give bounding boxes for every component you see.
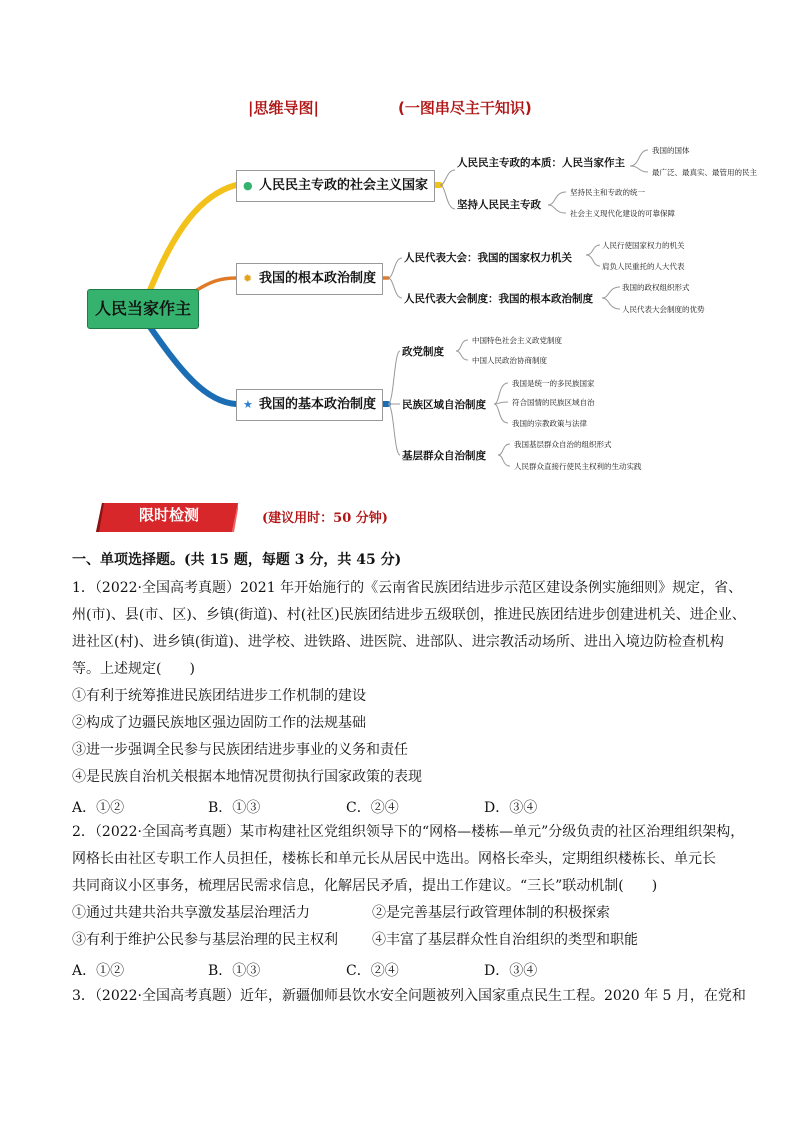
statement-line: ②构成了边疆民族地区强边固防工作的法规基础 bbox=[72, 715, 366, 731]
mindmap-node: 民族区域自治制度 bbox=[402, 399, 486, 411]
option-b[interactable]: B．①③ bbox=[208, 800, 261, 816]
option-b[interactable]: B．①③ bbox=[208, 963, 261, 979]
mindmap-node: 人民代表大会：我国的国家权力机关 bbox=[404, 252, 572, 264]
section-title: 一、单项选择题。(共 15 题，每题 3 分，共 45 分) bbox=[72, 552, 402, 568]
question-line: 2．（2022·全国高考真题）某市构建社区党组织领导下的“网格—楼栋—单元”分级负责的社区治理组织架构， bbox=[72, 824, 745, 840]
option-d[interactable]: D．③④ bbox=[484, 963, 538, 979]
question-line: 州(市)、县(市、区)、乡镇(街道)、村(社区)民族团结进步五级联创，推进民族团结进步创建进机关、进企业、 bbox=[72, 607, 746, 623]
orange-gear-icon: ✹ bbox=[243, 272, 253, 285]
statement-line: ④丰富了基层群众性自治组织的类型和职能 bbox=[372, 932, 638, 948]
statement-line: ②是完善基层行政管理体制的积极探索 bbox=[372, 905, 610, 921]
statement-line: ①通过共建共治共享激发基层治理活力 bbox=[72, 905, 310, 921]
branch-socialist-state: ● 人民民主专政的社会主义国家 bbox=[236, 170, 435, 202]
question-line: 进社区(村)、进乡镇(街道)、进学校、进铁路、进医院、进部队、进宗教活动场所、进出入境边防检查机构 bbox=[72, 634, 724, 650]
test-badge-label: 限时检测 bbox=[138, 506, 199, 524]
mindmap-heading: |思维导图| bbox=[248, 99, 319, 117]
option-a[interactable]: A．①② bbox=[72, 963, 125, 979]
mindmap-node: 人民民主专政的本质：人民当家作主 bbox=[457, 157, 625, 169]
question-line: 3．（2022·全国高考真题）近年，新疆伽师县饮水安全问题被列入国家重点民生工程。2020 年 5 月，在党和 bbox=[72, 988, 746, 1004]
option-c[interactable]: C．②④ bbox=[346, 800, 399, 816]
mindmap-node: 基层群众自治制度 bbox=[402, 450, 486, 462]
option-c[interactable]: C．②④ bbox=[346, 963, 399, 979]
suggested-time: (建议用时：50 分钟) bbox=[262, 511, 388, 526]
question-line: 共同商议小区事务，梳理居民需求信息，化解居民矛盾，提出工作建议。“三长”联动机制( ) bbox=[72, 878, 658, 894]
mindmap-leaf: 中国人民政治协商制度 bbox=[472, 356, 547, 365]
question-line: 网格长由社区专职工作人员担任，楼栋长和单元长从居民中选出。网格长牵头，定期组织楼栋长、单元长 bbox=[72, 851, 716, 867]
mindmap-leaf: 符合国情的民族区域自治 bbox=[512, 398, 595, 407]
mindmap-leaf: 人民群众直接行使民主权利的生动实践 bbox=[514, 462, 642, 471]
mindmap-leaf: 我国的政权组织形式 bbox=[622, 283, 690, 292]
question-line: 等。上述规定( ) bbox=[72, 661, 195, 677]
green-info-icon: ● bbox=[243, 179, 253, 192]
option-d[interactable]: D．③④ bbox=[484, 800, 538, 816]
mindmap-leaf: 我国是统一的多民族国家 bbox=[512, 379, 595, 388]
mindmap-leaf: 中国特色社会主义政党制度 bbox=[472, 336, 562, 345]
mindmap-leaf: 最广泛、最真实、最管用的民主 bbox=[652, 168, 757, 177]
mindmap-leaf: 我国基层群众自治的组织形式 bbox=[514, 440, 612, 449]
mindmap-node: 人民代表大会制度：我国的根本政治制度 bbox=[404, 293, 593, 305]
statement-line: ①有利于统筹推进民族团结进步工作机制的建设 bbox=[72, 688, 366, 704]
mindmap-subheading: (一图串尽主干知识) bbox=[398, 99, 532, 117]
branch-fundamental-system: ✹ 我国的根本政治制度 bbox=[236, 263, 383, 295]
branch-basic-system: ★ 我国的基本政治制度 bbox=[236, 389, 383, 421]
mindmap-node: 政党制度 bbox=[402, 346, 444, 358]
mindmap-node: 坚持人民民主专政 bbox=[457, 199, 541, 211]
statement-line: ③有利于维护公民参与基层治理的民主权利 bbox=[72, 932, 338, 948]
question-line: 1．（2022·全国高考真题）2021 年开始施行的《云南省民族团结进步示范区建设条例实施细则》规定，省、 bbox=[72, 580, 743, 596]
mindmap-leaf: 人民行使国家权力的机关 bbox=[602, 241, 685, 250]
mindmap-leaf: 我国的宗教政策与法律 bbox=[512, 419, 587, 428]
option-a[interactable]: A．①② bbox=[72, 800, 125, 816]
mindmap-root: 人民当家作主 bbox=[87, 289, 199, 329]
mindmap-leaf: 坚持民主和专政的统一 bbox=[570, 188, 645, 197]
mindmap-leaf: 社会主义现代化建设的可靠保障 bbox=[570, 209, 675, 218]
mindmap-leaf: 人民代表大会制度的优势 bbox=[622, 305, 705, 314]
mindmap-leaf: 肩负人民重托的人大代表 bbox=[602, 262, 685, 271]
blue-star-icon: ★ bbox=[243, 398, 253, 411]
mindmap-leaf: 我国的国体 bbox=[652, 146, 690, 155]
statement-line: ③进一步强调全民参与民族团结进步事业的义务和责任 bbox=[72, 742, 408, 758]
statement-line: ④是民族自治机关根据本地情况贯彻执行国家政策的表现 bbox=[72, 769, 422, 785]
